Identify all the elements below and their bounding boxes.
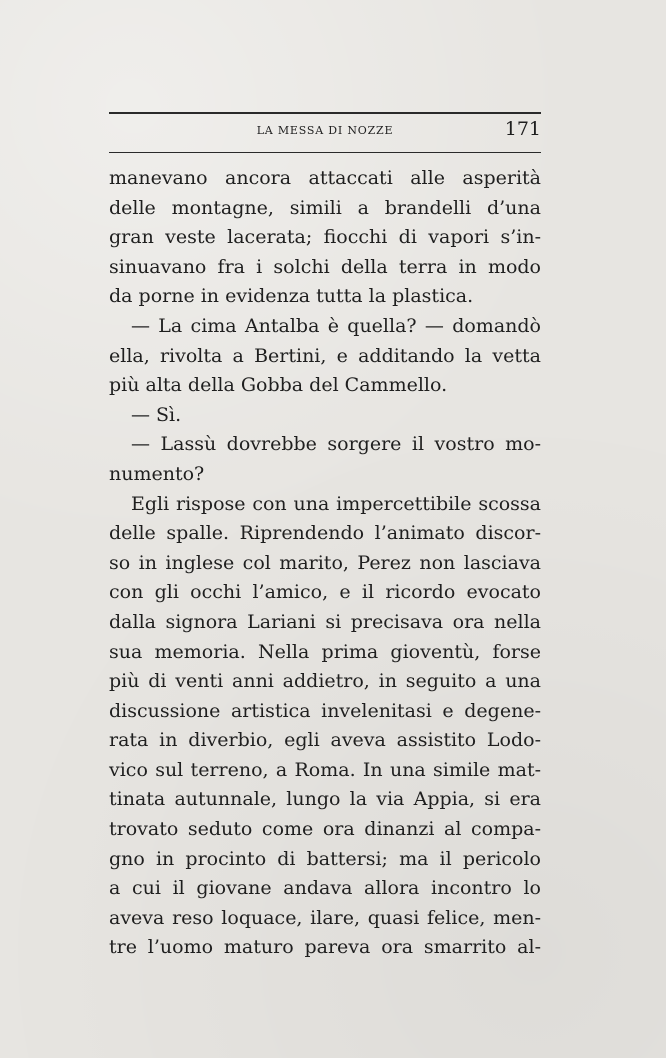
text-line: — Sì. [131, 403, 182, 426]
text-line: trovato seduto come ora dinanzi al compa- [109, 818, 541, 841]
text-line: so in inglese col marito, Perez non lasciava [109, 551, 541, 574]
text-line: gran veste lacerata; fiocchi di vapori s’in- [109, 226, 541, 249]
text-line: sinuavano fra i solchi della terra in modo [109, 255, 541, 278]
text-line: a cui il giovane andava allora incontro lo [109, 877, 541, 900]
text-line: con gli occhi l’amico, e il ricordo evocato [109, 581, 541, 604]
text-line: vico sul terreno, a Roma. In una simile mat- [109, 758, 541, 781]
text-line: manevano ancora attaccati alle asperità [109, 167, 541, 189]
text-line: Egli rispose con una impercettibile scossa [131, 492, 541, 515]
text-line: più di venti anni addietro, in seguito a una [109, 670, 541, 693]
text-line: — La cima Antalba è quella? — domandò [131, 314, 541, 337]
text-line: delle montagne, simili a brandelli d’una [109, 196, 541, 219]
running-header [109, 118, 541, 144]
text-line: più alta della Gobba del Cammello. [109, 374, 448, 397]
text-line: tre l’uomo maturo pareva ora smarrito al- [109, 936, 541, 959]
text-line: sua memoria. Nella prima gioventù, forse [109, 640, 541, 663]
text-line: tinata autunnale, lungo la via Appia, si era [109, 788, 541, 811]
text-line: rata in diverbio, egli aveva assistito Lodo- [109, 729, 541, 752]
header-rule-top [109, 112, 541, 114]
text-line: discussione artistica invelenitasi e degene- [109, 699, 541, 722]
page-number: 171 [504, 118, 541, 140]
text-line: da porne in evidenza tutta la plastica. [109, 285, 474, 308]
text-line: — Lassù dovrebbe sorgere il vostro mo- [131, 433, 541, 456]
text-line: delle spalle. Riprendendo l’animato discor- [109, 522, 541, 545]
header-rule-bottom [109, 152, 541, 153]
text-line: gno in procinto di battersi; ma il pericolo [109, 847, 541, 870]
body-text [109, 164, 541, 963]
text-line: numento? [109, 462, 205, 485]
text-line: aveva reso loquace, ilare, quasi felice, men- [109, 906, 541, 929]
running-title: LA MESSA DI NOZZE [256, 124, 394, 137]
text-line: dalla signora Lariani si precisava ora nella [109, 610, 541, 633]
text-line: ella, rivolta a Bertini, e additando la vetta [109, 344, 541, 367]
